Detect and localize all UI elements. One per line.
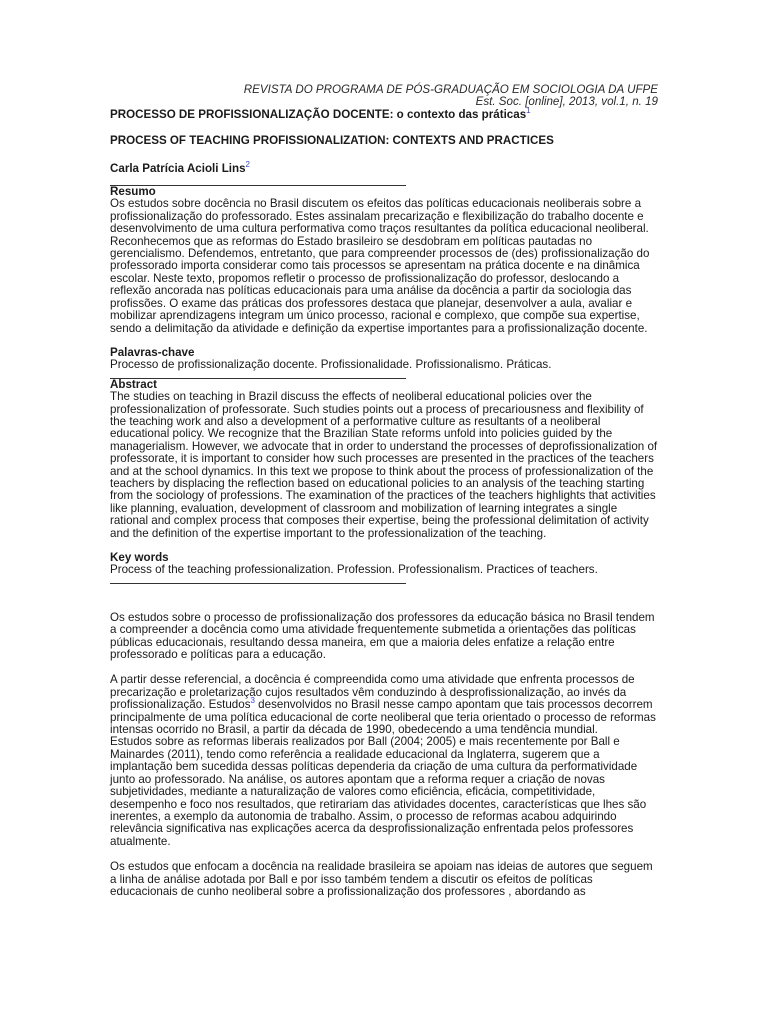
body-paragraph-2-part-a: A partir desse referencial, a docência é compreendida como uma atividade que enfrenta processos de precarização e proletarização cujos resultados vêm conduzindo à desprofissionalização, ao invés da profissionalização. Estudos bbox=[110, 673, 635, 712]
resumo-heading: Resumo bbox=[110, 185, 156, 199]
body-paragraph-2 bbox=[110, 674, 658, 848]
palavras-chave-heading: Palavras-chave bbox=[110, 345, 195, 359]
keywords-heading: Key words bbox=[110, 551, 169, 564]
resumo-text: Os estudos sobre docência no Brasil discutem os efeitos das políticas educacionais neoliberais sobre a profissionalização do professorado. Estes assinalam precarização e flexibilização do trabalho docente e desenvolvimento de uma cultura performativa como traços resultantes da política educacional neoliberal. Reconhecemos que as reformas do Estado brasileiro se desdobram em políticas pautadas no gerencialismo. Defendemos, entretanto, que para compreender processos de (des) profissionalização do professorado importa considerar como tais processos se apresentam na prática docente e na dinâmica escolar. Neste texto, propomos refletir o processo de profissionalização do professor, deslocando a reflexão ancorada nas políticas educacionais para uma análise da docência a partir da sociologia das profissões. O exame das práticas dos professores destaca que planejar, desenvolver a aula, avaliar e mobilizar aprendizagens integram um único processo, racional e complexo, que compõe sua expertise, sendo a delimitação da atividade e definição da expertise importantes para a profissionalização docente. bbox=[110, 197, 650, 335]
palavras-chave-text: Processo de profissionalização docente. Profissionalidade. Profissionalismo. Práticas. bbox=[110, 358, 552, 372]
abstract-text: The studies on teaching in Brazil discuss the effects of neoliberal educational policies over the professionalization of professorate. Such studies points out a process of precariousness and flexibility of the teaching work and also a development of a performative culture as resultants of a neoliberal educational policy. We recognize that the Brazilian State reforms unfold into policies guided by the managerialism. However, we advocate that in order to understand the processes of deprofissionalization of professorate, it is important to consider how such processes are presented in the practices of the teachers and at the school dynamics. In this text we propose to think about the process of professionalization of the teachers by displacing the reflection based on educational policies to an analysis of the teaching starting from the sociology of professions. The examination of the practices of the teachers highlights that activities like planning, evaluation, development of classroom and mobilization of learning integrates a single rational and complex process that composes their expertise, being the professional delimitation of activity and the definition of the expertise important to the professionalization of the teaching. bbox=[110, 390, 658, 540]
footnote-ref-3[interactable]: 3 bbox=[250, 696, 255, 706]
journal-name: REVISTA DO PROGRAMA DE PÓS-GRADUAÇÃO EM SOCIOLOGIA DA UFPE bbox=[243, 83, 658, 96]
body-paragraph-3: Os estudos que enfocam a docência na realidade brasileira se apoiam nas ideias de autores que seguem a linha de análise adotada por Ball e por isso também tendem a discutir os efeitos de políticas educacionais de cunho neoliberal sobre a profissionalização dos professores , abordando as bbox=[110, 860, 653, 898]
paper-page bbox=[110, 84, 658, 898]
footnote-ref-1[interactable]: 1 bbox=[526, 105, 531, 115]
author-text: Carla Patrícia Acioli Lins bbox=[110, 161, 246, 175]
body-paragraph-2-part-c: Estudos sobre as reformas liberais realizados por Ball (2004; 2005) e mais recentemente por Ball e Mainardes (2011), tendo como referência a realidade educacional da Inglaterra, sugerem que a implantação bem sucedida dessas políticas dependeria da criação de uma cultura da performatividade junto ao professorado. Na análise, os autores apontam que a reforma requer a criação de novas subjetividades, mediante a naturalização de valores como eficiência, eficácia, competitividade, desempenho e foco nos resultados, que retirariam das atividades docentes, características que lhes são inerentes, a exemplo da autonomia de trabalho. Assim, o processo de reformas acabou adquirindo relevância significativa nas explicações acerca da desprofissionalização enfrentada pelos professores atualmente. bbox=[110, 735, 647, 848]
keywords-text: Process of the teaching professionalization. Profession. Professionalism. Practices of teachers. bbox=[110, 563, 598, 577]
body-paragraph-2-part-b: desenvolvidos no Brasil nesse campo apontam que tais processos decorrem principalmente de uma política educacional de corte neoliberal que teria orientado o processo de reformas intensas ocorrido no Brasil, a partir da década de 1990, obedecendo a uma tendência mundial. bbox=[110, 698, 656, 737]
abstract-heading: Abstract bbox=[110, 377, 158, 391]
body-paragraph-1: Os estudos sobre o processo de profissionalização dos professores da educação básica no Brasil tendem a compreender a docência como uma atividade frequentemente submetida a orientações das políticas públicas educacionais, resultando dessa maneira, em que a maioria deles enfatize a relação entre professorado e políticas para a educação. bbox=[110, 610, 655, 662]
journal-citation: Est. Soc. [online], 2013, vol.1, n. 19 bbox=[475, 95, 658, 109]
paper-title-en: PROCESS OF TEACHING PROFISSIONALIZATION: CONTEXTS AND PRACTICES bbox=[110, 134, 554, 148]
journal-header bbox=[110, 84, 658, 109]
author-name bbox=[110, 159, 658, 175]
paper-title-pt bbox=[110, 105, 658, 121]
footnote-ref-2[interactable]: 2 bbox=[245, 159, 250, 169]
title-pt-text: PROCESSO DE PROFISSIONALIZAÇÃO DOCENTE: o contexto das práticas bbox=[110, 107, 527, 121]
